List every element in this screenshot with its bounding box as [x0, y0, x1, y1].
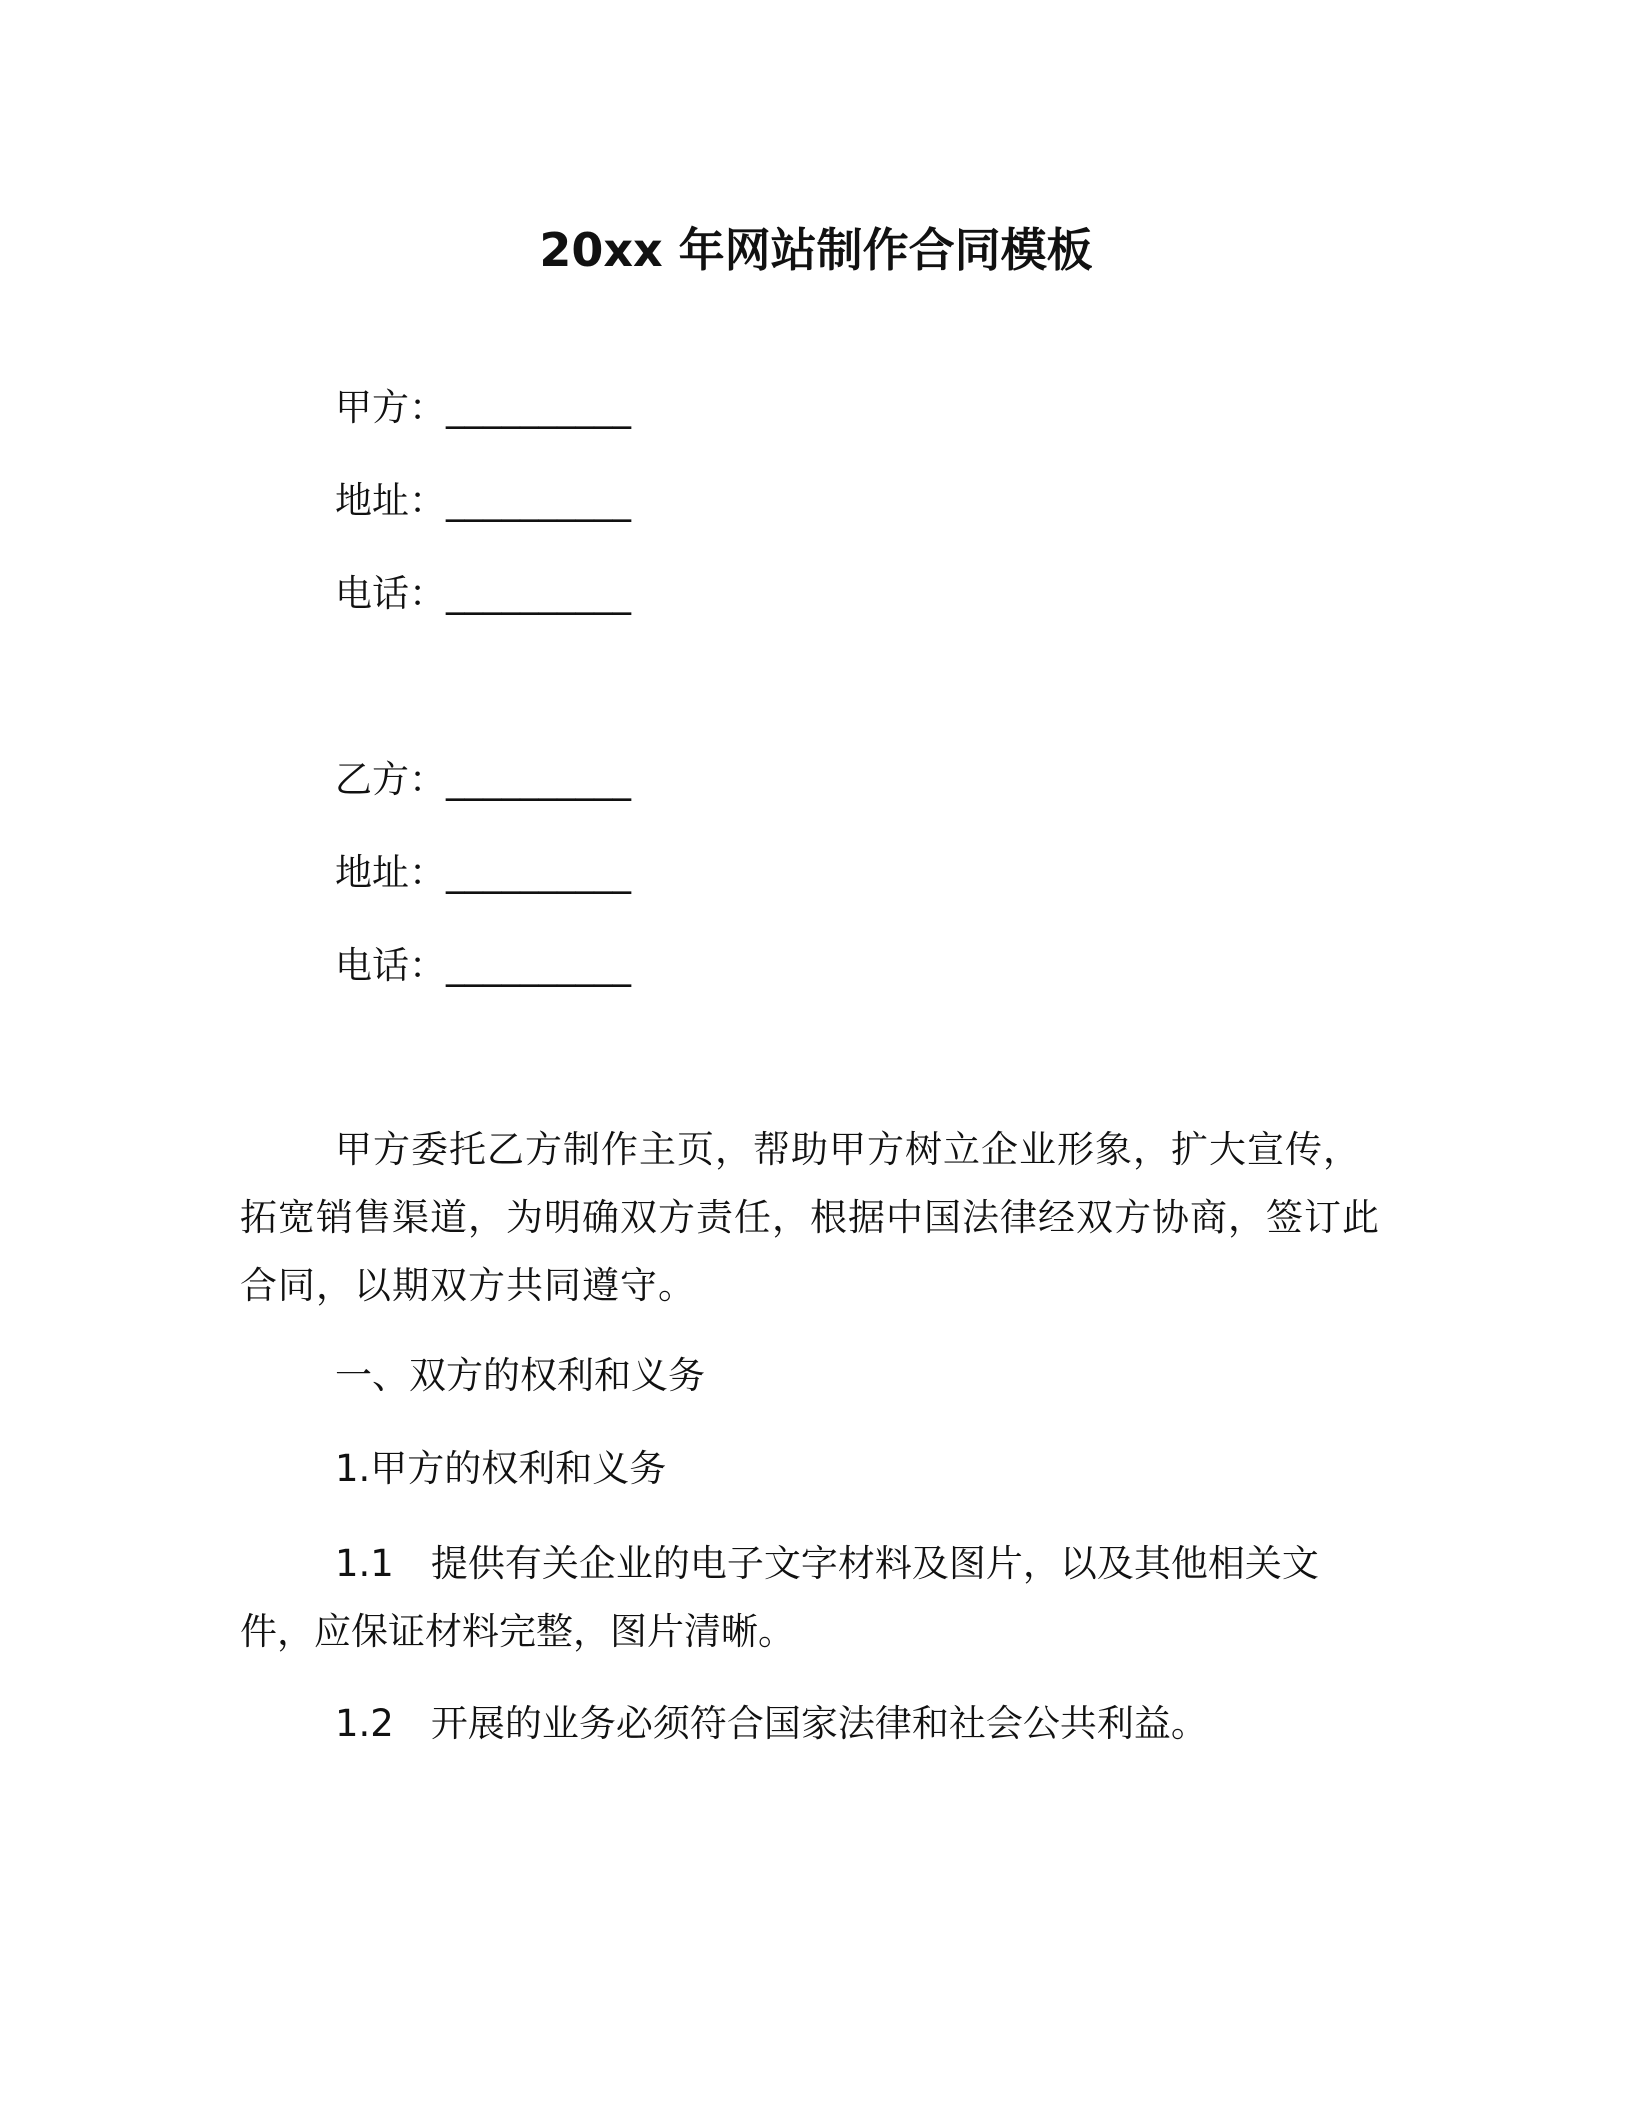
clause-1-2: 1.2 开展的业务必须符合国家法律和社会公共利益。	[335, 1702, 1208, 1745]
clause-1-1: 1.1 提供有关企业的电子文字材料及图片，以及其他相关文件，应保证材料完整，图片清晰。	[240, 1542, 1319, 1653]
party-b-phone-line: 电话：__________	[335, 944, 631, 987]
party-b-name-line: 乙方：__________	[335, 758, 631, 801]
subsection-1-heading: 1.甲方的权利和义务	[335, 1447, 667, 1490]
party-a-address-line: 地址：__________	[335, 479, 631, 522]
section-1-heading: 一、双方的权利和义务	[335, 1354, 705, 1397]
intro-paragraph: 甲方委托乙方制作主页，帮助甲方树立企业形象，扩大宣传，拓宽销售渠道，为明确双方责任，根据中国法律经双方协商，签订此合同，以期双方共同遵守。	[240, 1128, 1380, 1307]
party-a-name-line: 甲方：__________	[335, 386, 631, 429]
party-a-phone-line: 电话：__________	[335, 572, 631, 615]
party-b-address-line: 地址：__________	[335, 851, 631, 894]
document-title: 20xx 年网站制作合同模板	[539, 223, 1093, 277]
